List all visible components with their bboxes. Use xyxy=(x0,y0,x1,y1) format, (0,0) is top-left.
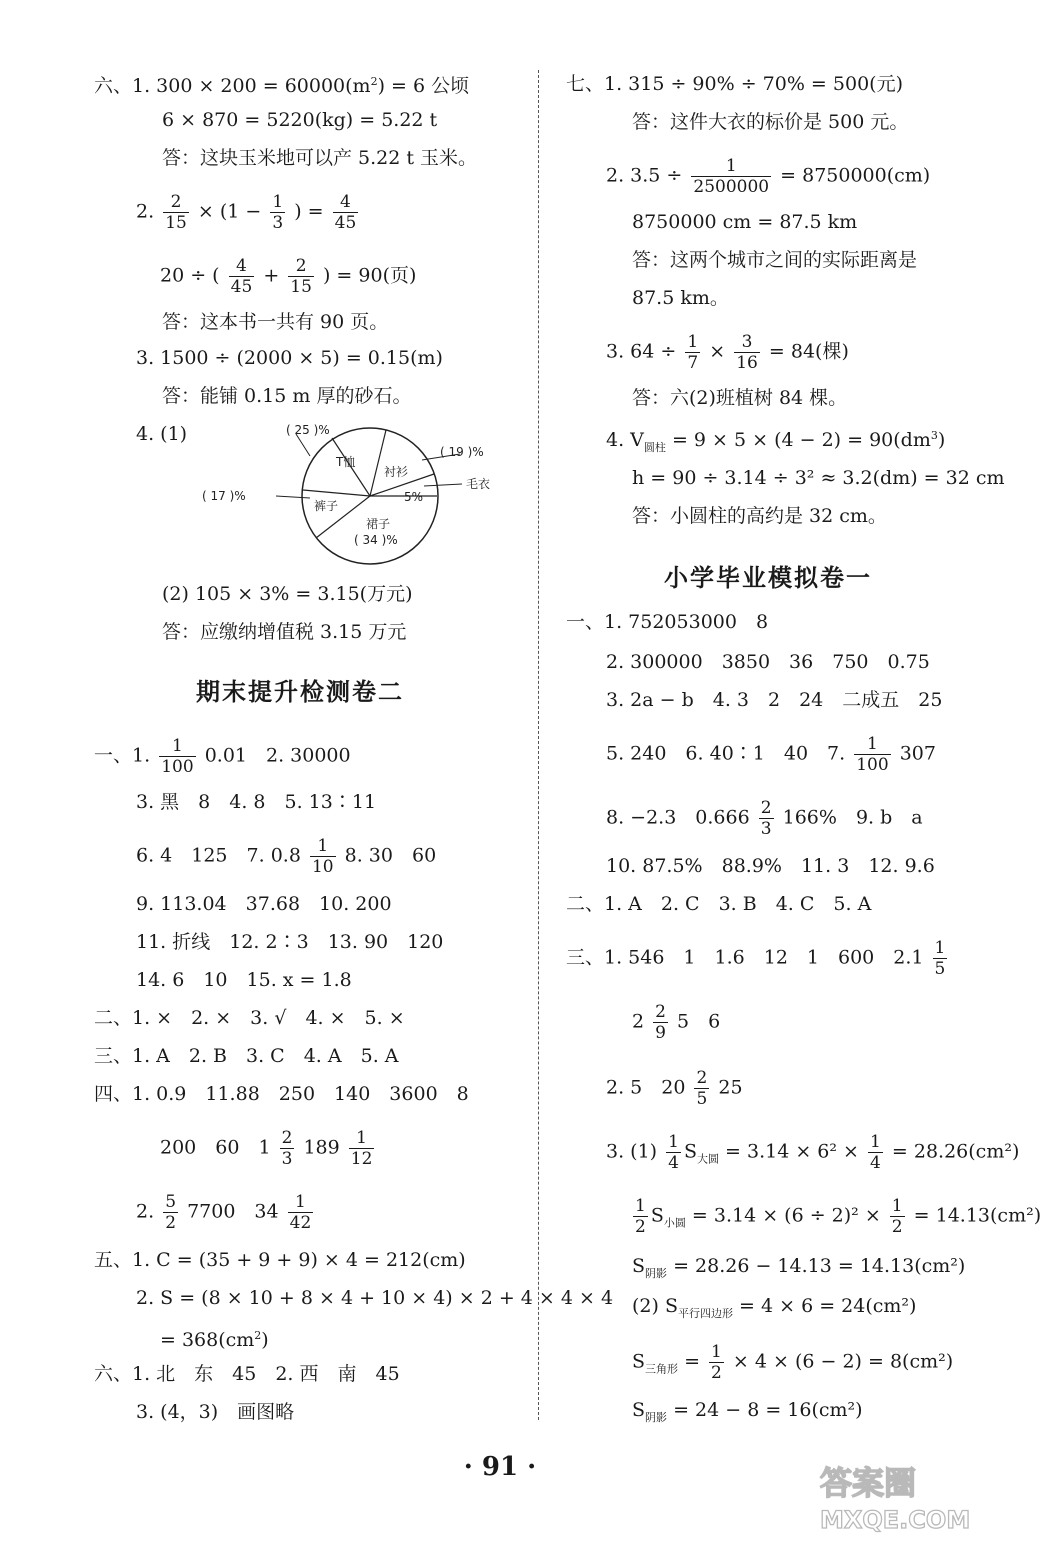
answer-line: 2. 3.5 ÷ $\frac{1}{2500000}$ = 8750000(cm) xyxy=(606,156,931,197)
answer-line: 答：应缴纳增值税 3.15 万元 xyxy=(162,621,407,643)
answer-line: $S_{阴影} = 24 - 8 = 16(cm^2)$ xyxy=(632,1399,863,1424)
pie-label: 裙子 xyxy=(366,517,391,531)
answer-line: $\frac{1}{2}$ $S_{小圆} = 3.14 \times (6 \div 2)^2$ × $\frac{1}{2}$ = 14.13(cm²) xyxy=(635,1196,1041,1237)
answer-line: 20 ÷ ( $\frac{4}{45}$ + $\frac{2}{15}$ ) = 90(页) xyxy=(160,256,417,297)
pie-divider xyxy=(303,490,370,496)
fraction: $\frac{3}{16}$ xyxy=(736,332,758,373)
answer-line: 2. 5 20 $\frac{2}{5}$ 25 xyxy=(606,1068,743,1109)
fraction: $\frac{1}{2}$ xyxy=(635,1196,646,1237)
fraction: $\frac{1}{2500000}$ xyxy=(693,156,770,197)
fraction: $\frac{1}{10}$ xyxy=(311,836,334,877)
site-watermark-logo xyxy=(790,1452,995,1537)
section-title: 期末提升检测卷二 xyxy=(196,677,404,706)
answer-line: 答：这两个城市之间的实际距离是 xyxy=(632,249,918,271)
fraction: $\frac{4}{45}$ xyxy=(230,256,253,297)
pie-label: ( 19 )% xyxy=(440,445,484,459)
page-number: · 91 · xyxy=(463,1452,537,1482)
answer-line: 七、1. 315 ÷ 90% ÷ 70% = 500(元) xyxy=(566,73,903,95)
fraction: $\frac{2}{3}$ xyxy=(281,1128,293,1169)
answer-line: 三、1. 546 1 1.6 12 1 600 2.1 $\frac{1}{5}$ xyxy=(566,938,946,979)
answer-line: 六、1. 北 东 45 2. 西 南 45 xyxy=(94,1363,400,1385)
fraction: $\frac{1}{100}$ xyxy=(856,734,889,775)
fraction: $\frac{1}{42}$ xyxy=(289,1192,312,1233)
section-title: 小学毕业模拟卷一 xyxy=(664,563,872,592)
answer-line: 答：这本书一共有 90 页。 xyxy=(162,311,389,333)
fraction: $\frac{2}{3}$ xyxy=(760,798,772,839)
answer-line: 答：能铺 0.15 m 厚的砂石。 xyxy=(162,385,412,407)
fraction: $\frac{5}{2}$ xyxy=(165,1192,177,1233)
answer-line: 3. (4，3) 画图略 xyxy=(136,1401,295,1423)
label-arrow xyxy=(424,484,462,486)
answer-line: 四、1. 0.9 11.88 250 140 3600 8 xyxy=(94,1083,469,1105)
answer-line: 3. 2a − b 4. 3 2 24 二成五 25 xyxy=(606,689,943,711)
answer-line: = $368(cm^2)$ xyxy=(160,1329,269,1351)
answer-line: 8750000 cm = 87.5 km xyxy=(632,211,858,233)
answer-line: 答：小圆柱的高约是 32 cm。 xyxy=(632,505,887,527)
pie-label: 毛衣 xyxy=(466,477,491,491)
pie-label: ( 25 )% xyxy=(286,423,330,437)
answer-line: (2) 105 × 3% = 3.15(万元) xyxy=(162,583,413,605)
answer-line: 3. 64 ÷ $\frac{1}{7}$ × $\frac{3}{16}$ = 84(棵) xyxy=(606,332,849,373)
answer-line: 200 60 1 $\frac{2}{3}$ 189 $\frac{1}{12}$ xyxy=(160,1128,373,1169)
fraction: $\frac{1}{4}$ xyxy=(870,1132,881,1173)
fraction: $\frac{2}{15}$ xyxy=(290,256,312,297)
answer-line: $S_{阴影} = 28.26 - 14.13 = 14.13(cm^2)$ xyxy=(632,1255,966,1280)
answer-line: 2. $\frac{5}{2}$ 7700 34 $\frac{1}{42}$ xyxy=(136,1192,312,1233)
fraction: $\frac{2}{5}$ xyxy=(696,1068,708,1109)
answer-line: $S_{三角形}$ = $\frac{1}{2}$ × 4 × (6 − 2) = 8(cm²) xyxy=(632,1342,954,1383)
answer-line: 87.5 km。 xyxy=(632,287,729,309)
answer-line: 6. 4 125 7. 0.8 $\frac{1}{10}$ 8. 30 60 xyxy=(136,836,437,877)
pie-chart xyxy=(190,418,520,568)
answer-line: (2) $S_{平行四边形} = 4 \times 6 = 24(cm^2)$ xyxy=(632,1295,917,1320)
fraction: $\frac{1}{5}$ xyxy=(934,938,946,979)
answer-line: 9. 113.04 37.68 10. 200 xyxy=(136,893,392,915)
answer-line: 答：这件大衣的标价是 500 元。 xyxy=(632,111,909,133)
answer-line: 答：六(2)班植树 84 棵。 xyxy=(632,387,848,409)
pie-label: 5% xyxy=(404,490,424,504)
pie-label: ( 34 )% xyxy=(354,533,398,547)
answer-line: 2. $\frac{2}{15}$ × (1 − $\frac{1}{3}$ ) = $\frac{4}{45}$ xyxy=(136,192,357,233)
answer-line: 2. 300000 3850 36 750 0.75 xyxy=(606,651,930,673)
answer-line: 11. 折线 12. 2∶3 13. 90 120 xyxy=(136,931,444,953)
fraction: $\frac{1}{2}$ xyxy=(711,1342,722,1383)
fraction: $\frac{2}{9}$ xyxy=(655,1002,666,1043)
answer-line: 三、1. A 2. B 3. C 4. A 5. A xyxy=(94,1045,399,1067)
answer-line: 5. 240 6. 40∶1 40 7. $\frac{1}{100}$ 307 xyxy=(606,734,936,775)
fraction: $\frac{2}{15}$ xyxy=(165,192,187,233)
answer-line: 3. 1500 ÷ (2000 × 5) = 0.15(m) xyxy=(136,347,443,369)
pie-label: T恤 xyxy=(336,455,356,469)
answer-line: 五、1. C = (35 + 9 + 9) × 4 = 212(cm) xyxy=(94,1249,466,1271)
answer-line: 3. (1) $\frac{1}{4}$ $S_{大圆} = 3.14 \times 6^2$ × $\frac{1}{4}$ = 28.26(cm²) xyxy=(606,1132,1020,1173)
pie-divider xyxy=(370,430,386,496)
fraction: $\frac{1}{3}$ xyxy=(272,192,284,233)
answer-line: h = 90 ÷ 3.14 ÷ 3² ≈ 3.2(dm) = 32 cm xyxy=(632,467,1005,489)
answer-line: 一、1. $\frac{1}{100}$ 0.01 2. 30000 xyxy=(94,736,351,777)
answer-line: 答：这块玉米地可以产 5.22 t 玉米。 xyxy=(162,147,478,169)
watermark-bottom-text: MXQE.COM xyxy=(820,1506,971,1534)
pie-label: ( 17 )% xyxy=(202,489,246,503)
answer-line: 2. S = (8 × 10 + 8 × 4 + 10 × 4) × 2 + 4 × 4 × 4 xyxy=(136,1287,614,1309)
answer-line: 3. 黑 8 4. 8 5. 13∶11 xyxy=(136,791,377,813)
answer-line: 6 × 870 = 5220(kg) = 5.22 t xyxy=(162,109,438,131)
answer-line: 4. $V_{圆柱} = 9 \times 5 \times (4 - 2) = 90(dm^3)$ xyxy=(606,429,946,454)
answer-line: 10. 87.5% 88.9% 11. 3 12. 9.6 xyxy=(606,855,935,877)
answer-line: 二、1. A 2. C 3. B 4. C 5. A xyxy=(566,893,872,915)
pie-label: 衬衫 xyxy=(384,465,409,479)
fraction: $\frac{1}{12}$ xyxy=(350,1128,373,1169)
answer-line: 一、1. 752053000 8 xyxy=(566,611,769,633)
column-divider xyxy=(538,70,539,1420)
answer-line: 4. (1) xyxy=(136,423,188,445)
answer-line: 二、1. × 2. × 3. √ 4. × 5. × xyxy=(94,1007,405,1029)
pie-label: 裤子 xyxy=(314,499,339,513)
answer-line: 六、1. $300 \times 200 = 60000(m^2) = 6$ 公顷 xyxy=(94,75,470,97)
fraction: $\frac{1}{4}$ xyxy=(668,1132,679,1173)
label-arrow xyxy=(296,434,310,456)
answer-line: 2 $\frac{2}{9}$ 5 6 xyxy=(632,1002,721,1043)
fraction: $\frac{1}{100}$ xyxy=(161,736,194,777)
label-arrow xyxy=(276,496,310,498)
fraction: $\frac{1}{2}$ xyxy=(891,1196,903,1237)
fraction: $\frac{4}{45}$ xyxy=(334,192,357,233)
watermark-top-text: 答案圈 xyxy=(820,1464,917,1502)
fraction: $\frac{1}{7}$ xyxy=(687,332,699,373)
answer-line: 8. −2.3 0.666 $\frac{2}{3}$ 166% 9. b a xyxy=(606,798,923,839)
answer-line: 14. 6 10 15. x = 1.8 xyxy=(136,969,352,991)
